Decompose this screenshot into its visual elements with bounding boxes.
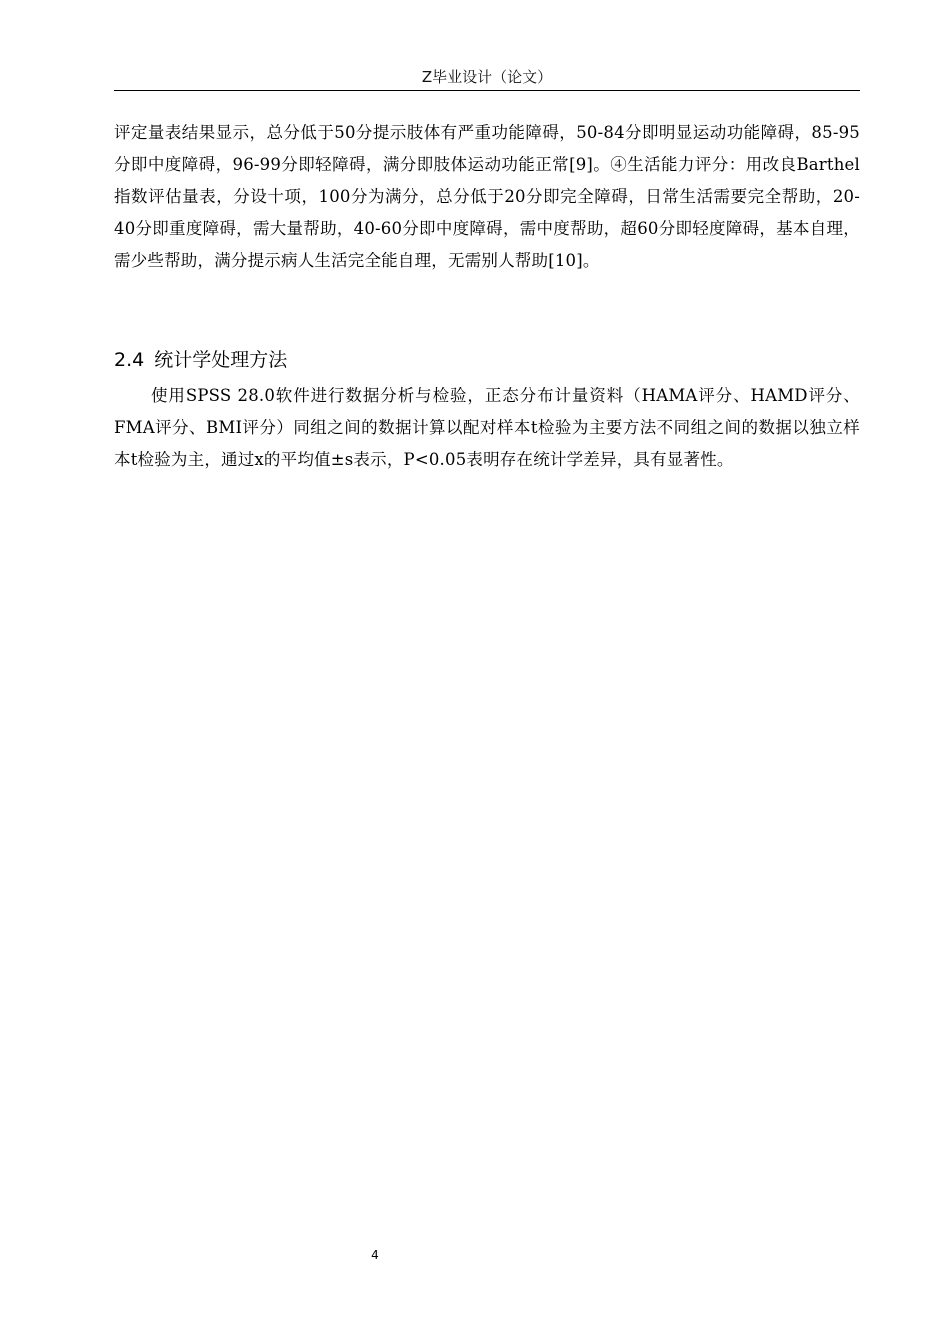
- body-paragraph-statistics: 使用SPSS 28.0软件进行数据分析与检验，正态分布计量资料（HAMA评分、HAMD评分、FMA评分、BMI评分）同组之间的数据计算以配对样本t检验为主要方法不同组之间的数据以独立样本t检验为主，通过x的平均值±s表示，P<0.05表明存在统计学差异，具有显著性。: [114, 386, 860, 469]
- page-number: 4: [371, 1248, 379, 1262]
- page-header: Z毕业设计（论文）: [421, 68, 553, 86]
- section-number: 2.4: [114, 349, 145, 371]
- section-title: 统计学处理方法: [154, 349, 288, 371]
- section-heading: [114, 346, 287, 374]
- body-paragraph-scoring: 评定量表结果显示，总分低于50分提示肢体有严重功能障碍，50-84分即明显运动功能障碍，85-95分即中度障碍，96-99分即轻障碍，满分即肢体运动功能正常[9]。④生活能力评分：用改良Barthel指数评估量表，分设十项，100分为满分，总分低于20分即完全障碍，日常生活需要完全帮助，20-40分即重度障碍，需大量帮助，40-60分即中度障碍，需中度帮助，超60分即轻度障碍，基本自理，需少些帮助，满分提示病人生活完全能自理，无需别人帮助[10]。: [114, 123, 860, 270]
- header-rule: [114, 90, 860, 91]
